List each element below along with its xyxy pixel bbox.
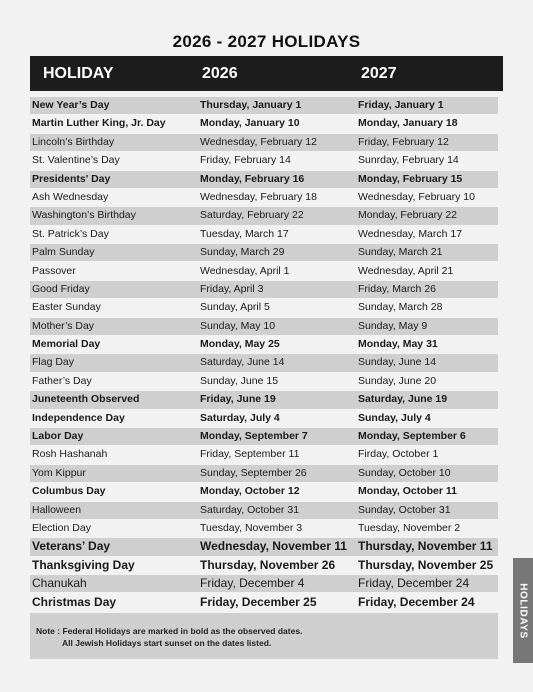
holiday-cell: Columbus Day [32,485,106,498]
date-2026-cell: Sunday, June 15 [200,374,279,387]
side-tab-label: HOLIDAYS [517,582,529,639]
holiday-cell: Passover [32,264,76,277]
table-row [30,97,498,114]
date-2026-cell: Monday, October 12 [200,485,300,498]
holiday-cell: Palm Sunday [32,246,95,259]
date-2027-cell: Wednesday, February 10 [358,190,475,203]
date-2027-cell: Monday, September 6 [358,430,466,443]
date-2026-cell: Friday, June 19 [200,393,276,406]
date-2027-cell: Thursday, November 11 [358,539,493,554]
holiday-cell: Halloween [32,503,82,516]
table-row [30,318,498,335]
holiday-cell: Washington’s Birthday [32,209,136,222]
date-2026-cell: Monday, January 10 [200,117,300,130]
date-2027-cell: Wednesday, March 17 [358,227,463,240]
date-2026-cell: Thursday, November 26 [200,557,336,572]
date-2027-cell: Sunday, June 20 [358,374,437,387]
date-2027-cell: Sunrday, February 14 [358,154,459,167]
holiday-cell: Mother’s Day [32,319,95,332]
date-2026-cell: Sunday, April 5 [200,301,270,314]
table-row [30,446,498,463]
holiday-cell: Lincoln’s Birthday [32,135,115,148]
date-2027-cell: Monday, January 18 [358,117,458,130]
table-row [30,575,498,592]
holiday-cell: Martin Luther King, Jr. Day [32,117,166,130]
footnote [30,613,498,659]
header-holiday: HOLIDAY [43,65,114,82]
date-2026-cell: Friday, April 3 [200,282,264,295]
date-2026-cell: Monday, May 25 [200,338,280,351]
table-row [30,226,498,243]
date-2027-cell: Friday, January 1 [358,99,444,111]
table-row [30,594,498,611]
table-row [30,465,498,482]
date-2026-cell: Friday, December 4 [200,576,305,591]
table-row [30,263,498,280]
table-row [30,281,498,298]
date-2027-cell: Tuesday, November 2 [358,521,461,534]
date-2027-cell: Friday, December 24 [358,594,475,609]
date-2026-cell: Sunday, May 10 [200,319,276,332]
table-row [30,410,498,427]
holiday-cell: Chanukah [32,576,87,591]
footnote-line-1: Note : Federal Holidays are marked in bold as the observed dates. [36,626,303,636]
date-2027-cell: Saturday, June 19 [358,393,448,406]
table-row [30,336,498,353]
date-2026-cell: Saturday, October 31 [200,503,300,516]
table-row [30,354,498,371]
date-2027-cell: Wednesday, April 21 [358,264,454,277]
table-row [30,152,498,169]
holiday-cell: Yom Kippur [32,466,86,479]
date-2026-cell: Wednesday, November 11 [200,539,347,554]
date-2026-cell: Friday, February 14 [200,154,291,167]
table-row [30,171,498,188]
date-2026-cell: Wednesday, February 12 [200,135,317,148]
date-2027-cell: Sunday, March 21 [358,246,443,259]
table-row [30,207,498,224]
holiday-cell: Election Day [32,521,91,534]
header-2027: 2027 [361,65,397,82]
date-2027-cell: Sunday, October 31 [358,503,451,516]
date-2027-cell: Sunday, July 4 [358,411,431,424]
holiday-cell: Ash Wednesday [32,190,109,203]
date-2026-cell: Wednesday, February 18 [200,190,317,203]
header-2026: 2026 [202,65,238,82]
holiday-cell: Flag Day [32,356,75,369]
page-title: 2026 - 2027 HOLIDAYS [172,32,361,51]
table-row [30,538,498,555]
date-2027-cell: Monday, October 11 [358,485,457,498]
holiday-cell: St. Valentine’s Day [32,154,120,167]
holiday-cell: New Year’s Day [32,99,110,111]
holiday-cell: Veterans’ Day [32,539,111,554]
holiday-cell: Memorial Day [32,338,101,351]
holiday-cell: St. Patrick’s Day [32,227,109,240]
holiday-cell: Father’s Day [32,374,92,387]
date-2026-cell: Friday, December 25 [200,594,317,609]
table-row [30,134,498,151]
side-tab [513,558,533,663]
date-2027-cell: Friday, March 26 [358,282,436,295]
holiday-cell: Rosh Hashanah [32,448,108,461]
date-2027-cell: Monday, May 31 [358,338,438,351]
table-row [30,557,498,574]
date-2026-cell: Saturday, February 22 [200,209,304,222]
table-row [30,115,498,132]
table-row [30,391,498,408]
date-2026-cell: Wednesday, April 1 [200,264,290,277]
table-header [30,56,503,91]
date-2027-cell: Sunday, March 28 [358,301,443,314]
footnote-line-2: All Jewish Holidays start sunset on the dates listed. [62,638,272,648]
date-2027-cell: Sunday, June 14 [358,356,437,369]
date-2027-cell: Monday, February 22 [358,209,458,222]
holiday-cell: Christmas Day [32,594,117,609]
table-row [30,299,498,316]
date-2027-cell: Thursday, November 25 [358,557,494,572]
date-2027-cell: Sunday, October 10 [358,466,451,479]
date-2026-cell: Saturday, July 4 [200,411,280,424]
date-2027-cell: Friday, February 12 [358,135,449,148]
table-row [30,483,498,500]
table-row [30,189,498,206]
table-row [30,244,498,261]
date-2026-cell: Sunday, September 26 [200,466,307,479]
holiday-cell: Presidents' Day [32,172,111,185]
holiday-cell: Good Friday [32,282,90,295]
table-row [30,502,498,519]
date-2026-cell: Saturday, June 14 [200,356,285,369]
date-2026-cell: Tuesday, November 3 [200,521,303,534]
date-2026-cell: Monday, February 16 [200,172,305,185]
date-2026-cell: Monday, September 7 [200,430,308,443]
holiday-cell: Labor Day [32,430,84,443]
date-2026-cell: Friday, September 11 [200,448,300,461]
date-2027-cell: Sunday, May 9 [358,319,428,332]
holiday-cell: Thanksgiving Day [32,557,135,572]
holiday-cell: Juneteenth Observed [32,393,140,406]
holiday-table [30,97,498,612]
date-2027-cell: Friday, December 24 [358,576,470,591]
date-2026-cell: Tuesday, March 17 [200,227,289,240]
holiday-cell: Independence Day [32,411,125,424]
date-2027-cell: Firday, October 1 [358,448,439,461]
table-row [30,373,498,390]
date-2026-cell: Thursday, January 1 [200,99,302,111]
date-2026-cell: Sunday, March 29 [200,246,285,259]
table-row [30,428,498,445]
table-row [30,520,498,537]
holiday-cell: Easter Sunday [32,301,101,314]
date-2027-cell: Monday, February 15 [358,172,463,185]
